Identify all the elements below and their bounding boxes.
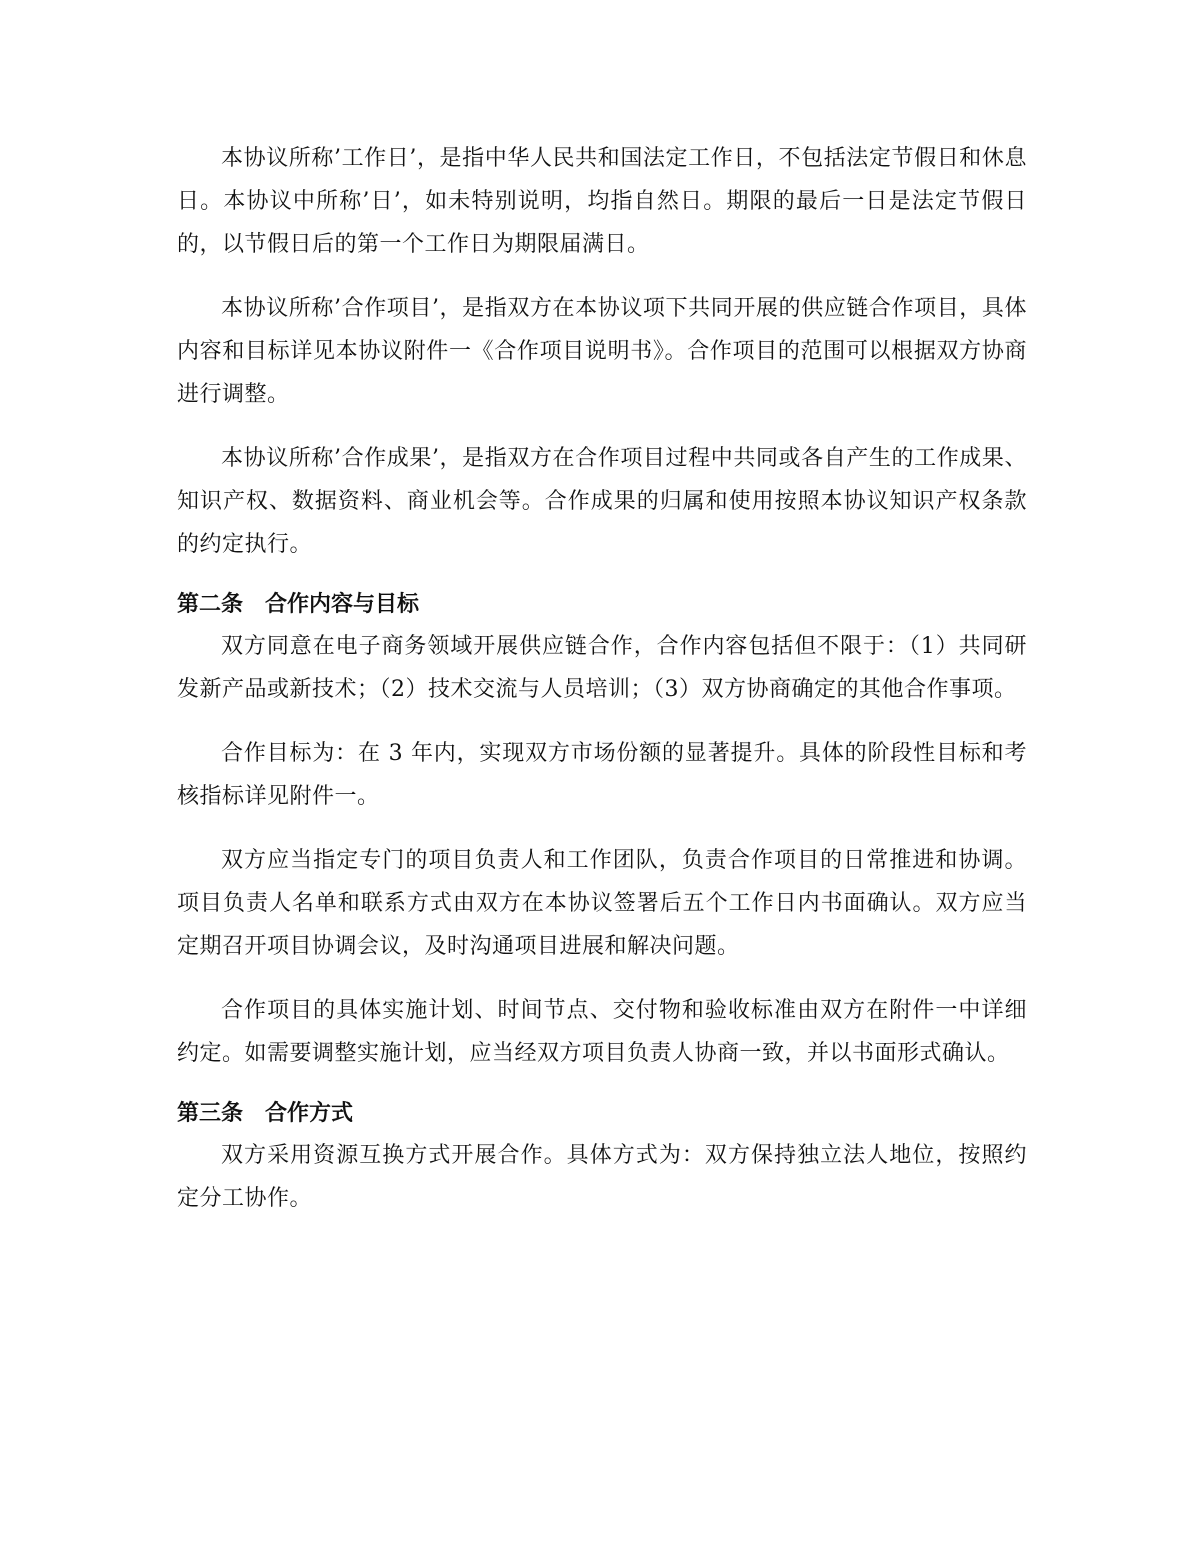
paragraph-definition-results: 本协议所称’合作成果’，是指双方在合作项目过程中共同或各自产生的工作成果、知识产权、数据资料、商业机会等。合作成果的归属和使用按照本协议知识产权条款的约定执行。 — [177, 446, 1027, 557]
paragraph-cooperation-content: 双方同意在电子商务领域开展供应链合作，合作内容包括但不限于：（1）共同研发新产品或新技术；（2）技术交流与人员培训；（3）双方协商确定的其他合作事项。 — [177, 634, 1027, 702]
article-2-heading: 第二条 合作内容与目标 — [177, 592, 420, 617]
paragraph-definition-project: 本协议所称’合作项目’，是指双方在本协议项下共同开展的供应链合作项目，具体内容和目标详见本协议附件一《合作项目说明书》。合作项目的范围可以根据双方协商进行调整。 — [177, 296, 1027, 407]
paragraph-implementation-plan: 合作项目的具体实施计划、时间节点、交付物和验收标准由双方在附件一中详细约定。如需要调整实施计划，应当经双方项目负责人协商一致，并以书面形式确认。 — [177, 998, 1027, 1066]
paragraph-cooperation-method: 双方采用资源互换方式开展合作。具体方式为：双方保持独立法人地位，按照约定分工协作。 — [177, 1143, 1027, 1211]
paragraph-definition-workday: 本协议所称’工作日’，是指中华人民共和国法定工作日，不包括法定节假日和休息日。本协议中所称’日’，如未特别说明，均指自然日。期限的最后一日是法定节假日的，以节假日后的第一个工作日为期限届满日。 — [177, 146, 1027, 257]
article-3-heading: 第三条 合作方式 — [177, 1101, 354, 1126]
paragraph-cooperation-goal: 合作目标为：在 3 年内，实现双方市场份额的显著提升。具体的阶段性目标和考核指标详见附件一。 — [177, 741, 1027, 809]
paragraph-project-team: 双方应当指定专门的项目负责人和工作团队，负责合作项目的日常推进和协调。项目负责人名单和联系方式由双方在本协议签署后五个工作日内书面确认。双方应当定期召开项目协调会议，及时沟通项目进展和解决问题。 — [177, 848, 1027, 959]
document-page — [177, 137, 1027, 1241]
